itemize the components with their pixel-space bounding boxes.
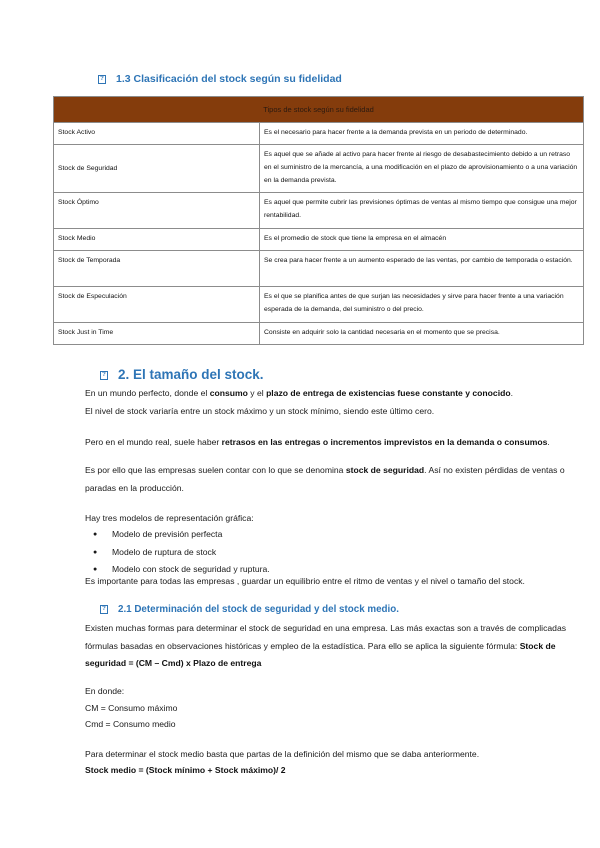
table-header: Tipos de stock según su fidelidad (54, 97, 584, 123)
stock-types-table (53, 96, 584, 345)
list-item: ● Modelo con stock de seguridad y ruptura. (85, 561, 585, 579)
paragraph: El nivel de stock variaría entre un stock máximo y un stock mínimo, siendo este último cero. (85, 406, 435, 416)
paragraph: Hay tres modelos de representación gráfica: (85, 513, 254, 523)
paragraph: Es importante para todas las empresas , guardar un equilibrio entre el ritmo de ventas y el nivel o tamaño del stock. (85, 576, 525, 586)
heading-text: 2.1 Determinación del stock de seguridad y del stock medio. (118, 604, 399, 615)
paragraph: Para determinar el stock medio basta que partas de la definición del mismo que se daba anteriormente. (85, 749, 480, 759)
stock-name: Stock Activo (54, 123, 260, 145)
stock-name: Stock Óptimo (54, 193, 260, 229)
stock-name: Stock Medio (54, 229, 260, 251)
section-heading-2-1 (100, 604, 399, 615)
missing-glyph-icon: ? (100, 371, 108, 380)
list-item: ● Modelo de previsión perfecta (85, 526, 585, 544)
stock-name: Stock Just in Time (54, 323, 260, 345)
stock-name: Stock de Temporada (54, 251, 260, 287)
table-row (54, 123, 584, 145)
stock-description: Es aquel que se añade al activo para hacer frente al riesgo de desabastecimiento debido a un retraso en el suministro de la mercancía, a una modificación en el plazo de aprovisionamiento o a una variación en la demanda prevista. (260, 145, 584, 193)
paragraph: Existen muchas formas para determinar el stock de seguridad en una empresa. Las más exactas son a través de complicadas fórmulas basadas en observaciones históricas y empleo de la estadística. Para ello se aplica la siguiente fórmula: Stock de seguridad = (CM – Cmd) x Plazo de entrega (85, 623, 567, 668)
stock-description: Es el promedio de stock que tiene la empresa en el almacén (260, 229, 584, 251)
table-row (54, 145, 584, 193)
stock-description: Consiste en adquirir solo la cantidad necesaria en el momento que se precisa. (260, 323, 584, 345)
table-row (54, 323, 584, 345)
missing-glyph-icon: ? (100, 605, 108, 614)
section-heading-1-3 (98, 73, 342, 85)
list-item: ● Modelo de ruptura de stock (85, 544, 585, 562)
formula-safety-stock: Stock de seguridad = (CM – Cmd) x Plazo de entrega (85, 640, 556, 668)
paragraph: Cmd = Consumo medio (85, 719, 176, 729)
paragraph: Es por ello que las empresas suelen contar con lo que se denomina stock de seguridad. Así no existen pérdidas de ventas o paradas en la producción. (85, 465, 565, 493)
table-row (54, 251, 584, 287)
paragraph: En un mundo perfecto, donde el consumo y el plazo de entrega de existencias fuese constante y conocido. (85, 388, 513, 398)
stock-description: Es aquel que permite cubrir las previsiones óptimas de ventas al mismo tiempo que consigue una mejor rentabilidad. (260, 193, 584, 229)
table-header-row (54, 97, 584, 123)
paragraph: En donde: (85, 686, 125, 696)
table-row (54, 287, 584, 323)
models-list (85, 526, 585, 579)
section-heading-2 (100, 367, 264, 382)
paragraph: Pero en el mundo real, suele haber retrasos en las entregas o incrementos imprevistos en la demanda o consumos. (85, 437, 550, 447)
stock-description: Es el necesario para hacer frente a la demanda prevista en un periodo de determinado. (260, 123, 584, 145)
stock-description: Se crea para hacer frente a un aumento esperado de las ventas, por cambio de temporada o estación. (260, 251, 584, 287)
missing-glyph-icon: ? (98, 75, 106, 84)
table-row (54, 193, 584, 229)
stock-name: Stock de Seguridad (54, 145, 260, 193)
formula-average-stock: Stock medio = (Stock mínimo + Stock máximo)/ 2 (85, 765, 286, 775)
stock-description: Es el que se planifica antes de que surjan las necesidades y sirve para hacer frente a una variación esperada de la demanda, del suministro o del precio. (260, 287, 584, 323)
heading-text: 2. El tamaño del stock. (118, 367, 264, 382)
paragraph: CM = Consumo máximo (85, 703, 178, 713)
heading-text: 1.3 Clasificación del stock según su fidelidad (116, 73, 342, 85)
stock-name: Stock de Especulación (54, 287, 260, 323)
table-row (54, 229, 584, 251)
